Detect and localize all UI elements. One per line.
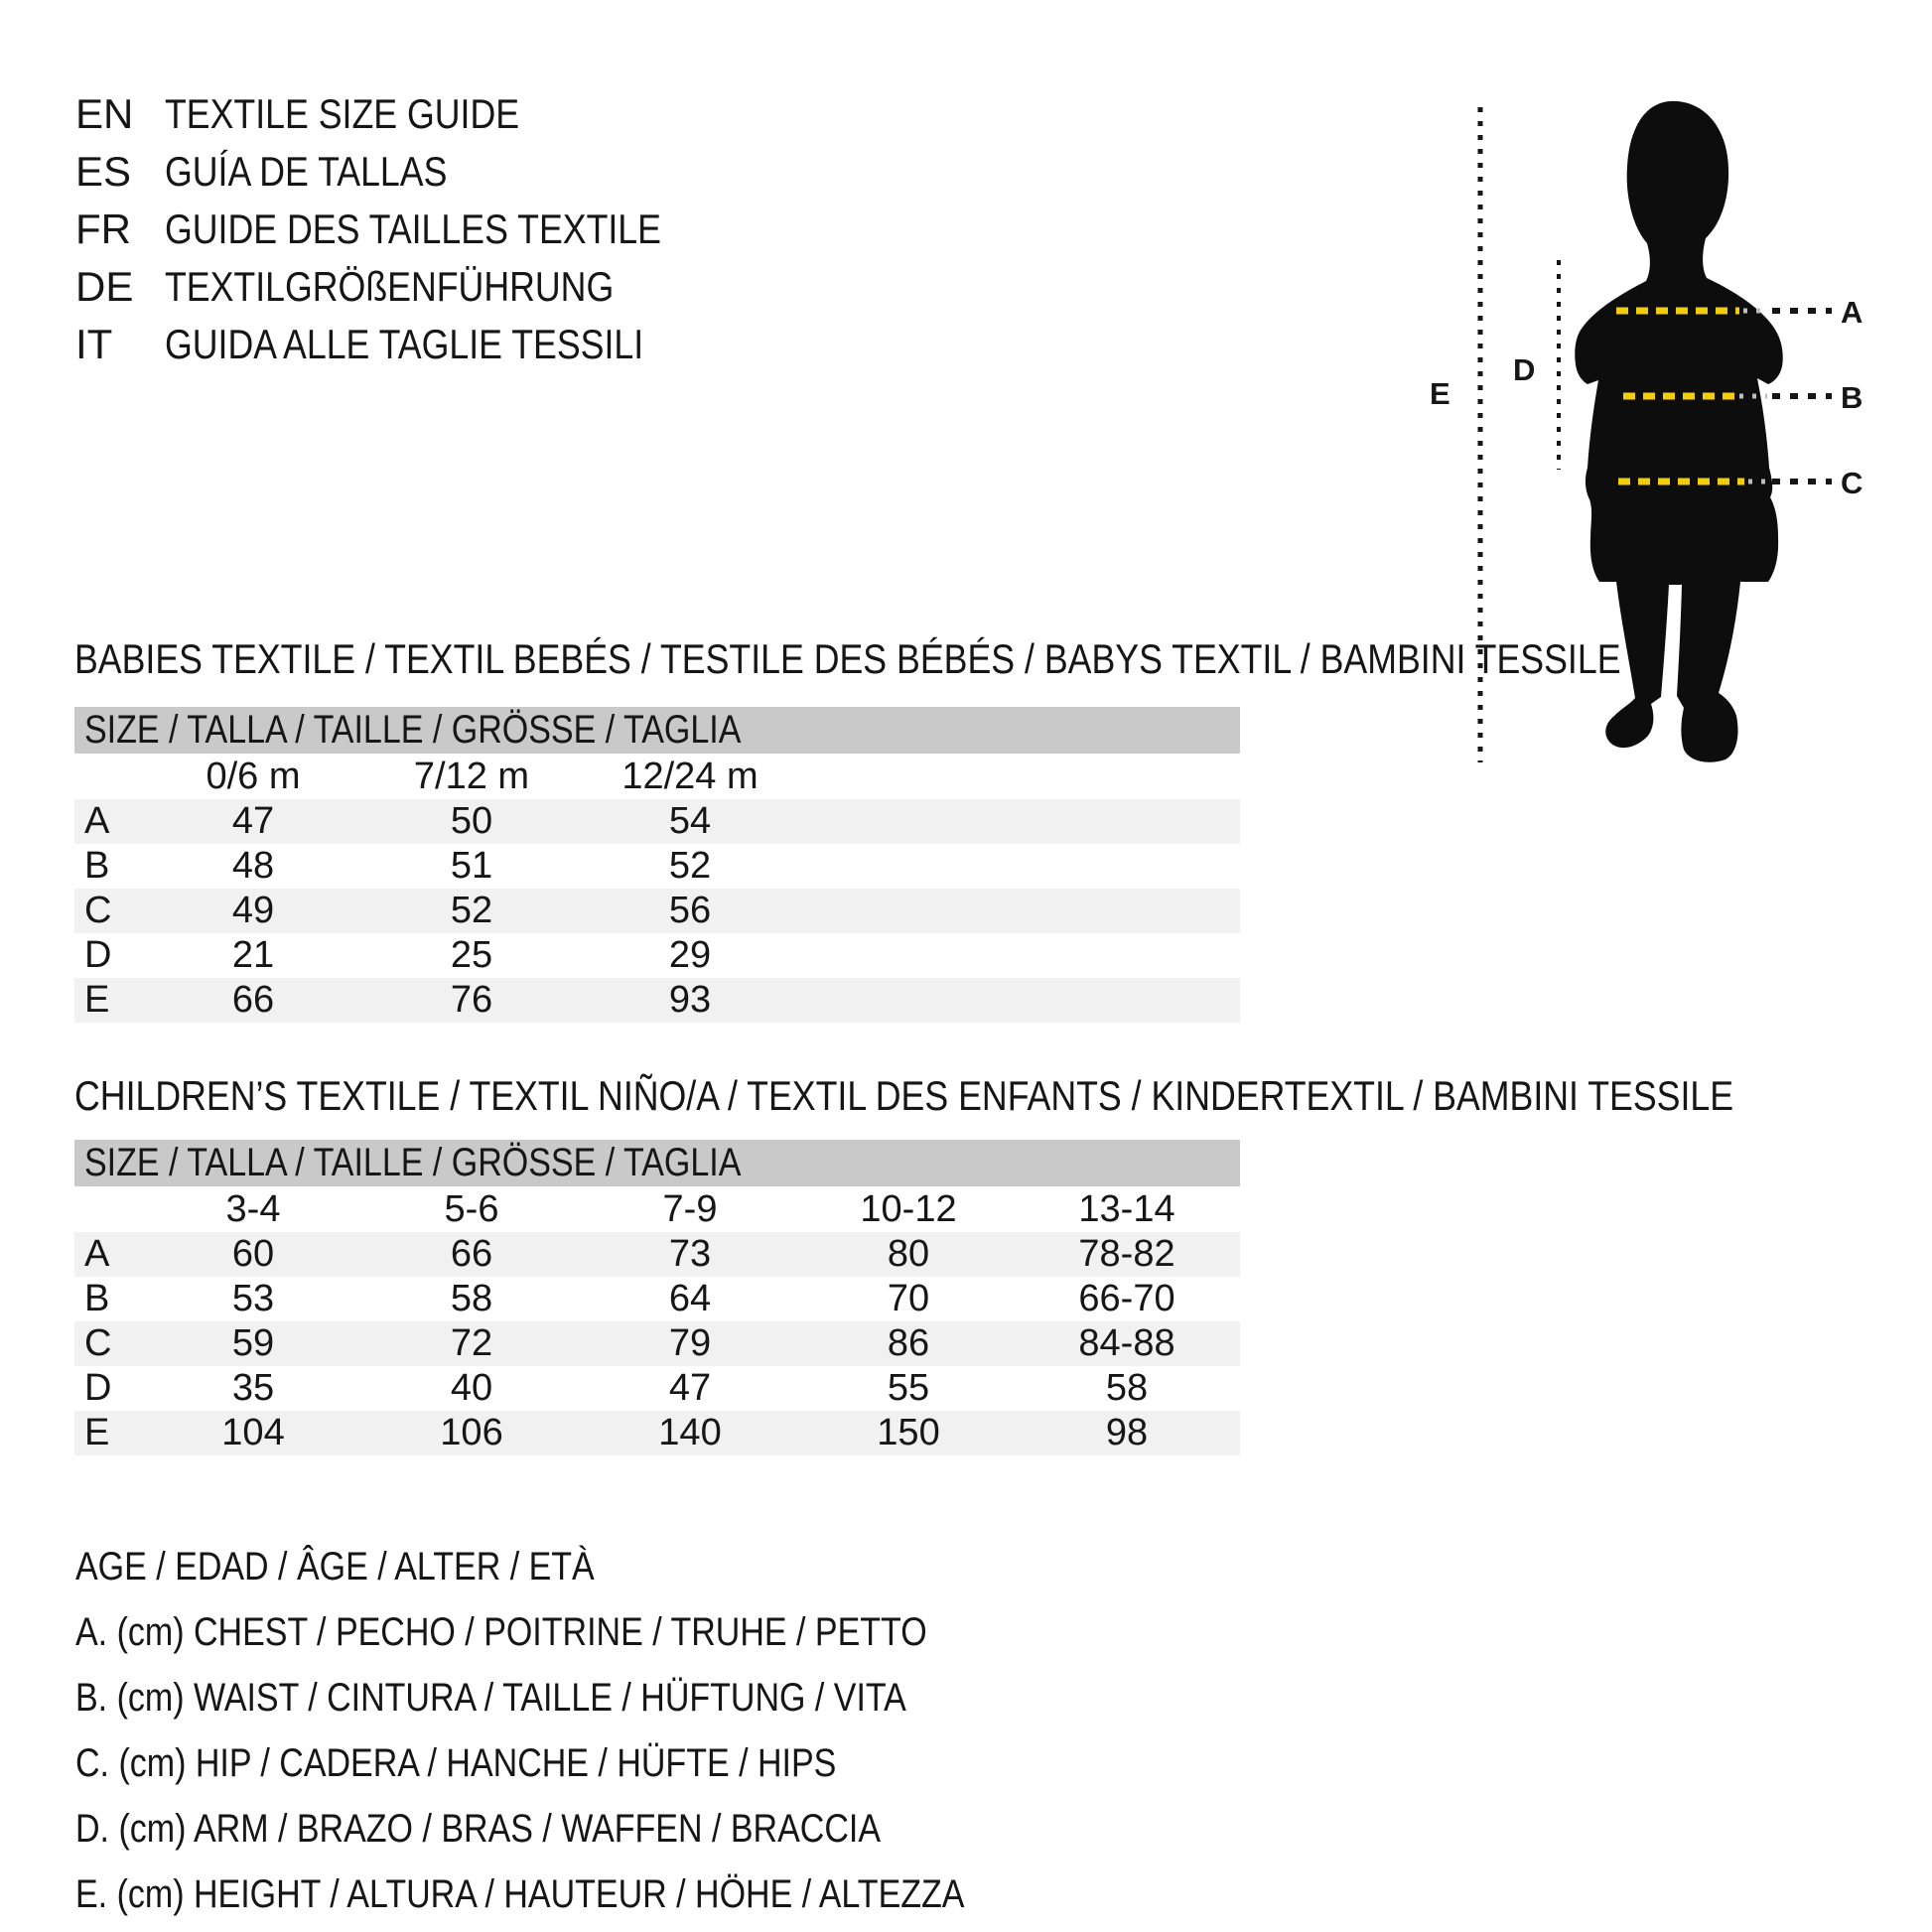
- cell-value: 79: [668, 1322, 712, 1364]
- cell-value: 49: [231, 890, 275, 931]
- babies-size-table: [74, 707, 1240, 1023]
- cell-value: 70: [887, 1278, 930, 1319]
- cell-value: 52: [668, 845, 712, 887]
- cell-value: 106: [440, 1412, 503, 1453]
- cell-value: 25: [450, 934, 493, 976]
- column-header: 0/6 m: [206, 755, 301, 797]
- table-row: [74, 1411, 1240, 1455]
- lang-code: IT: [75, 321, 113, 367]
- table-row: [74, 1232, 1240, 1277]
- column-header: 5-6: [444, 1187, 499, 1230]
- cell-value: 47: [668, 1367, 712, 1409]
- cell-value: 73: [668, 1233, 712, 1275]
- lang-row-es: [75, 143, 749, 201]
- cell-value: 29: [668, 934, 712, 976]
- row-label: C: [84, 1322, 112, 1364]
- cell-value: 84-88: [1078, 1322, 1175, 1364]
- babies-size-header-bar: [74, 707, 1240, 754]
- cell-value: 104: [221, 1412, 285, 1453]
- height-label: E: [1430, 376, 1450, 411]
- guide-title: GUÍA DE TALLAS: [165, 148, 448, 195]
- guide-title: TEXTILE SIZE GUIDE: [165, 90, 520, 137]
- legend-text: C. (cm) HIP / CADERA / HANCHE / HÜFTE / HIPS: [75, 1741, 837, 1785]
- cell-value: 93: [668, 979, 712, 1021]
- table-row: [74, 978, 1240, 1023]
- children-size-header-bar: [74, 1140, 1240, 1186]
- legend-line-age: [75, 1534, 1121, 1599]
- lang-row-de: [75, 258, 749, 316]
- row-label: C: [84, 890, 112, 931]
- cell-value: 48: [231, 845, 275, 887]
- lang-code: EN: [75, 90, 134, 137]
- children-size-table: [74, 1140, 1240, 1455]
- cell-value: 53: [231, 1278, 275, 1319]
- legend-text: D. (cm) ARM / BRAZO / BRAS / WAFFEN / BRACCIA: [75, 1807, 882, 1851]
- column-header: 7-9: [662, 1187, 718, 1230]
- guide-title: GUIDA ALLE TAGLIE TESSILI: [165, 321, 644, 367]
- column-header: 10-12: [860, 1187, 957, 1230]
- table-row: [74, 1277, 1240, 1321]
- lang-code: DE: [75, 263, 134, 310]
- cell-value: 52: [450, 890, 493, 931]
- hip-label: C: [1841, 466, 1863, 500]
- row-label: D: [84, 1367, 112, 1409]
- babies-section-title: [74, 635, 1893, 683]
- cell-value: 98: [1105, 1412, 1149, 1453]
- cell-value: 66: [231, 979, 275, 1021]
- table-row: [74, 844, 1240, 889]
- table-row: [74, 799, 1240, 844]
- legend-line-height: [75, 1862, 1121, 1927]
- children-column-header-row: [74, 1186, 1240, 1232]
- table-row: [74, 1321, 1240, 1366]
- cell-value: 72: [450, 1322, 493, 1364]
- babies-section-title-text: BABIES TEXTILE / TEXTIL BEBÉS / TESTILE DES BÉBÉS / BABYS TEXTIL / BAMBINI TESSILE: [74, 635, 1621, 682]
- lang-row-it: [75, 316, 749, 373]
- row-label: E: [84, 1412, 110, 1453]
- legend-line-chest: [75, 1599, 1121, 1665]
- babies-column-header-row: [74, 754, 1240, 799]
- column-header: 13-14: [1078, 1187, 1175, 1230]
- lang-code: FR: [75, 206, 131, 252]
- lang-row-en: [75, 85, 749, 143]
- row-label: A: [84, 1233, 110, 1275]
- legend-text: AGE / EDAD / ÂGE / ALTER / ETÀ: [75, 1545, 595, 1588]
- cell-value: 47: [231, 800, 275, 842]
- waist-label: B: [1841, 380, 1863, 415]
- legend-text: E. (cm) HEIGHT / ALTURA / HAUTEUR / HÖHE / ALTEZZA: [75, 1872, 965, 1916]
- language-title-block: [75, 85, 749, 373]
- cell-value: 78-82: [1078, 1233, 1175, 1275]
- lang-row-fr: [75, 201, 749, 258]
- legend-line-arm: [75, 1796, 1121, 1862]
- cell-value: 66: [450, 1233, 493, 1275]
- measurement-legend: [75, 1534, 1121, 1927]
- cell-value: 66-70: [1078, 1278, 1175, 1319]
- cell-value: 54: [668, 800, 712, 842]
- guide-title: TEXTILGRÖßENFÜHRUNG: [165, 263, 615, 310]
- row-label: B: [84, 845, 110, 887]
- row-label: D: [84, 934, 112, 976]
- legend-line-hip: [75, 1730, 1121, 1796]
- children-section-title: [74, 1072, 1932, 1120]
- cell-value: 58: [1105, 1367, 1149, 1409]
- cell-value: 140: [658, 1412, 722, 1453]
- legend-text: A. (cm) CHEST / PECHO / POITRINE / TRUHE / PETTO: [75, 1610, 927, 1654]
- cell-value: 56: [668, 890, 712, 931]
- cell-value: 86: [887, 1322, 930, 1364]
- cell-value: 58: [450, 1278, 493, 1319]
- chest-label: A: [1841, 295, 1863, 330]
- row-label: E: [84, 979, 110, 1021]
- cell-value: 76: [450, 979, 493, 1021]
- cell-value: 60: [231, 1233, 275, 1275]
- cell-value: 35: [231, 1367, 275, 1409]
- cell-value: 150: [877, 1412, 940, 1453]
- column-header: 7/12 m: [413, 755, 530, 797]
- cell-value: 64: [668, 1278, 712, 1319]
- arm-label: D: [1513, 352, 1536, 387]
- column-header: 12/24 m: [621, 755, 759, 797]
- table-row: [74, 889, 1240, 933]
- lang-code: ES: [75, 148, 132, 195]
- size-header-text: SIZE / TALLA / TAILLE / GRÖSSE / TAGLIA: [84, 708, 742, 752]
- table-row: [74, 1366, 1240, 1411]
- table-row: [74, 933, 1240, 978]
- guide-title: GUIDE DES TAILLES TEXTILE: [165, 206, 661, 252]
- cell-value: 59: [231, 1322, 275, 1364]
- row-label: A: [84, 800, 110, 842]
- size-header-text: SIZE / TALLA / TAILLE / GRÖSSE / TAGLIA: [84, 1141, 742, 1184]
- cell-value: 40: [450, 1367, 493, 1409]
- cell-value: 21: [231, 934, 275, 976]
- row-label: B: [84, 1278, 110, 1319]
- column-header: 3-4: [225, 1187, 281, 1230]
- children-section-title-text: CHILDREN’S TEXTILE / TEXTIL NIÑO/A / TEXTIL DES ENFANTS / KINDERTEXTIL / BAMBINI TESSILE: [74, 1072, 1734, 1119]
- legend-text: B. (cm) WAIST / CINTURA / TAILLE / HÜFTUNG / VITA: [75, 1676, 906, 1720]
- cell-value: 51: [450, 845, 493, 887]
- cell-value: 55: [887, 1367, 930, 1409]
- cell-value: 50: [450, 800, 493, 842]
- cell-value: 80: [887, 1233, 930, 1275]
- legend-line-waist: [75, 1665, 1121, 1730]
